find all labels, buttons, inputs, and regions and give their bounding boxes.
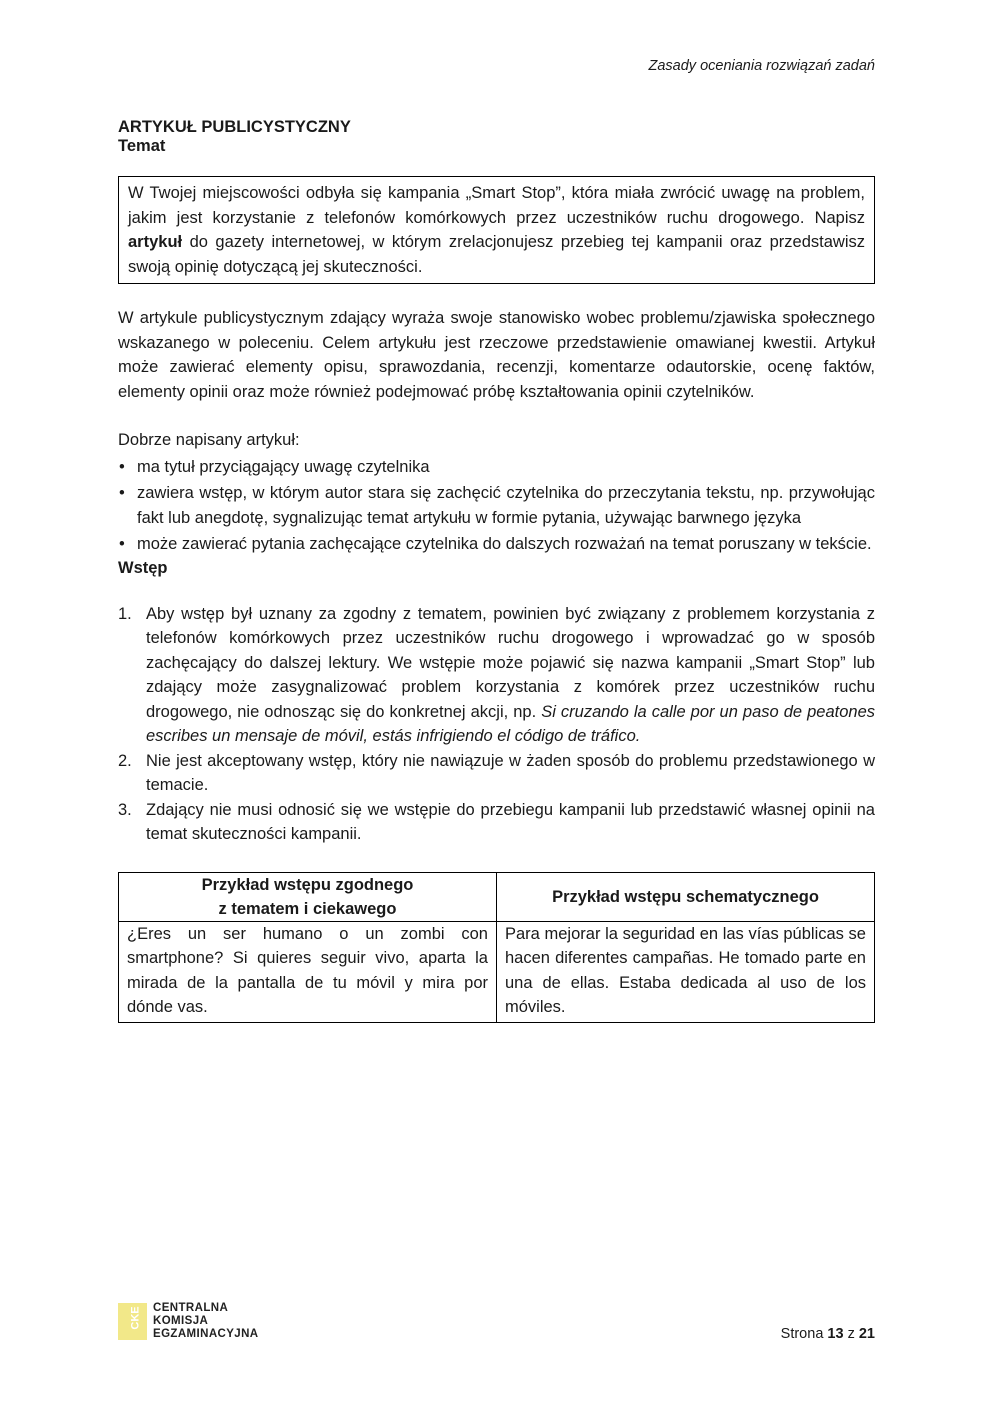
list-item: • zawiera wstęp, w którym autor stara się zachęcić czytelnika do przeczytania tekstu, np. przywołując fakt lub anegdotę, sygnalizując temat artykułu w formie pytania, używając barwnego języka xyxy=(118,481,875,530)
rule-example: Si cruzando la calle por un paso de peatones escribes un mensaje de móvil, estás infrigiendo el código de tráfico. xyxy=(146,702,875,745)
task-text-bold: artykuł xyxy=(128,233,183,251)
page-content xyxy=(118,118,875,1023)
task-box xyxy=(118,176,875,284)
logo-line: KOMISJA xyxy=(153,1315,209,1327)
rule-number: 3. xyxy=(118,800,132,819)
rule-item xyxy=(118,602,875,749)
page-prefix: Strona xyxy=(780,1326,828,1342)
rule-number: 1. xyxy=(118,604,132,623)
table-header-good xyxy=(119,872,497,921)
task-text-end: do gazety internetowej, w którym zrelacjonujesz przebieg tej kampanii oraz przedstawisz swoją opinię dotyczącą jej skuteczności. xyxy=(128,233,865,276)
example-schematic: Para mejorar la seguridad en las vías públicas se hacen diferentes campañas. He tomado parte en una de ellas. Estaba dedicada al uso de los móviles. xyxy=(497,921,875,1022)
table-header-row xyxy=(119,872,875,921)
list-item: • ma tytuł przyciągający uwagę czytelnika xyxy=(118,455,875,480)
page-current: 13 xyxy=(827,1326,844,1342)
page-total: 21 xyxy=(858,1326,875,1342)
topic-heading: Temat xyxy=(118,137,166,155)
page-number xyxy=(781,1326,875,1342)
header-line: z tematem i ciekawego xyxy=(218,899,397,918)
rule-text: Zdający nie musi odnosić się we wstępie do przebiegu kampanii lub przedstawić własnej opinii na temat skuteczności kampanii. xyxy=(146,800,875,843)
rule-text: Aby wstęp był uznany za zgodny z tematem, powinien być związany z problemem korzystania z telefonów komórkowych przez uczestników ruchu drogowego i wprowadzać go w sposób zachęcający do dalszej lektury. We wstępie może pojawić się nazwa kampanii „Smart Stop” lub zdający może zasygnalizować problem korzystania z komórek przez uczestników ruchu drogowego, nie odnosząc się do konkretnej akcji, np. xyxy=(146,604,875,721)
logo-line: CENTRALNA xyxy=(153,1302,229,1314)
good-article-list xyxy=(118,455,875,557)
running-header: Zasady oceniania rozwiązań zadań xyxy=(648,58,875,74)
rule-text: Nie jest akceptowany wstęp, który nie nawiązuje w żaden sposób do problemu przedstawionego w temacie. xyxy=(146,751,875,794)
logo-line: EGZAMINACYJNA xyxy=(153,1328,259,1340)
rule-number: 2. xyxy=(118,751,132,770)
header-line: Przykład wstępu zgodnego xyxy=(201,875,414,894)
rule-item xyxy=(118,798,875,847)
list-item: • może zawierać pytania zachęcające czytelnika do dalszych rozważań na temat poruszany w tekście. xyxy=(118,532,875,557)
intro-paragraph: W artykule publicystycznym zdający wyraża swoje stanowisko wobec problemu/zjawiska społecznego wskazanego w poleceniu. Celem artykułu jest rzeczowe przedstawienie omawianej kwestii. Artykuł może zawierać elementy opisu, sprawozdania, recenzji, komentarze odautorskie, ocenę faktów, elementy opinii oraz może również podejmować próbę kształtowania opinii czytelników. xyxy=(118,309,875,401)
example-good: ¿Eres un ser humano o un zombi con smartphone? Si quieres seguir vivo, aparta la mirada de la pantalla de tu móvil y mira por dónde vas. xyxy=(119,921,497,1022)
examples-table xyxy=(118,872,875,1023)
table-row xyxy=(119,921,875,1022)
cke-logo-mark xyxy=(118,1303,147,1340)
rule-item xyxy=(118,749,875,798)
page-sep: z xyxy=(843,1326,859,1342)
section-title: ARTYKUŁ PUBLICYSTYCZNY xyxy=(118,118,351,136)
logo-mark-text: CKE xyxy=(129,1306,142,1330)
cke-logo-text xyxy=(153,1302,259,1341)
task-text-start: W Twojej miejscowości odbyła się kampania „Smart Stop”, która miała zwrócić uwagę na problem, jakim jest korzystanie z telefonów komórkowych przez uczestników ruchu drogowego. Napisz xyxy=(128,184,865,227)
table-header-schematic: Przykład wstępu schematycznego xyxy=(497,872,875,921)
rules-list xyxy=(118,602,875,847)
cke-logo xyxy=(118,1302,259,1341)
intro-heading: Wstęp xyxy=(118,558,168,577)
good-article-lead: Dobrze napisany artykuł: xyxy=(118,431,300,449)
